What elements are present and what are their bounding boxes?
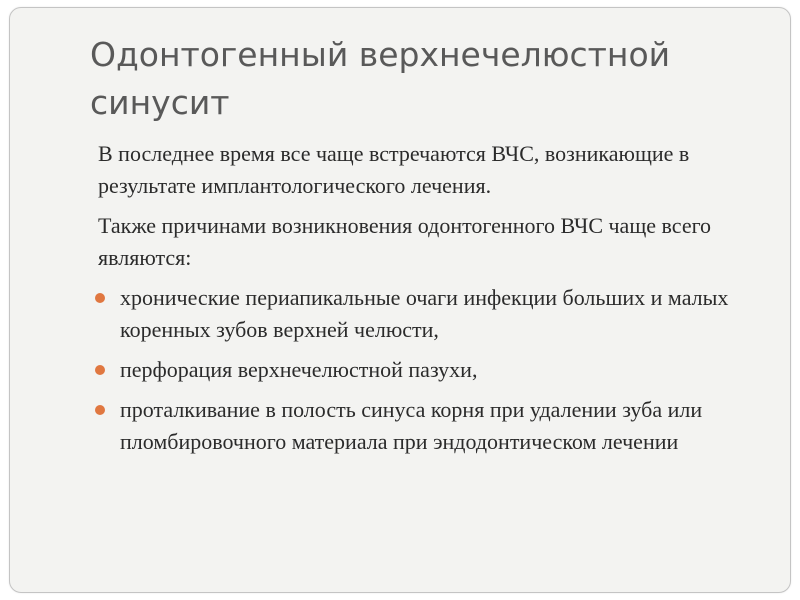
list-item-text: хронические периапикальные очаги инфекции больших и малых коренных зубов верхней челюсти,: [120, 285, 729, 342]
bullet-dot-icon: [95, 365, 105, 375]
bullet-dot-icon: [95, 293, 105, 303]
slide: [9, 7, 791, 593]
causes-paragraph: Также причинами возникновения одонтогенного ВЧС чаще всего являются:: [98, 213, 712, 270]
list-item: [90, 282, 740, 346]
list-item: [90, 354, 740, 386]
slide-body: [90, 138, 740, 466]
list-item-text: проталкивание в полость синуса корня при удалении зуба или пломбировочного материала при эндодонтическом лечении: [120, 397, 703, 454]
slide-title: Одонтогенный верхнечелюстной синусит: [90, 35, 671, 122]
causes-list: [90, 282, 740, 458]
list-item-text: перфорация верхнечелюстной пазухи,: [120, 357, 478, 382]
bullet-dot-icon: [95, 405, 105, 415]
intro-paragraph: В последнее время все чаще встречаются ВЧС, возникающие в результате имплантологического лечения.: [98, 141, 690, 198]
list-item: [90, 394, 740, 458]
